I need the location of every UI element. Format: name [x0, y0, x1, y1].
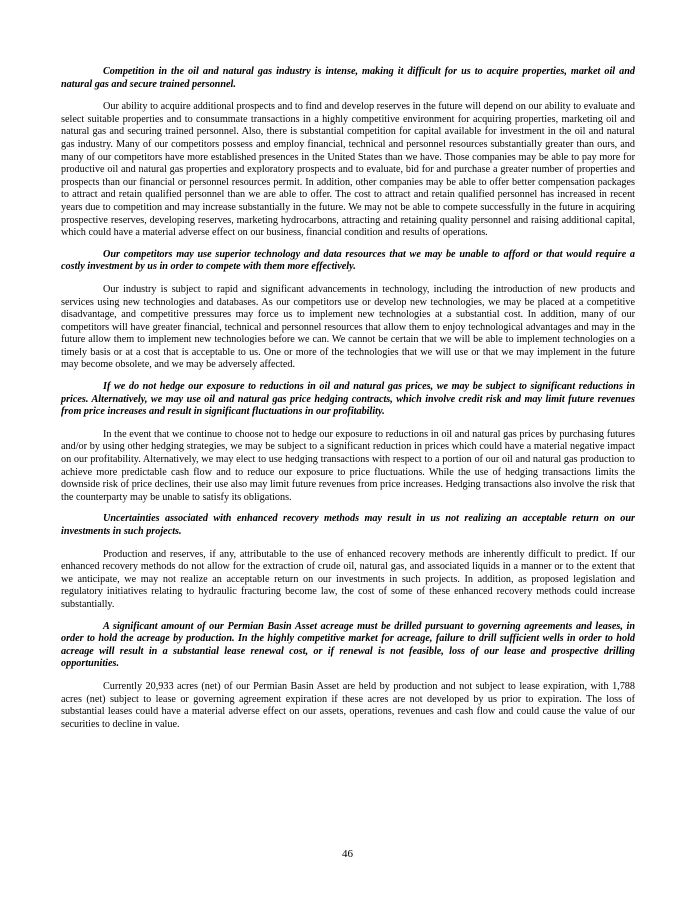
- risk-body-permian-acreage: Currently 20,933 acres (net) of our Permian Basin Asset are held by production and not subject to lease expiration, with 1,788 acres (net) subject to lease or governing agreement expiration if these acres are not developed by us prior to expiration. The loss of substantial leases could have a material adverse effect on our assets, operations, revenues and cash flow and could cause the value of our securities to decline in value.: [61, 680, 635, 730]
- risk-heading-permian-acreage: A significant amount of our Permian Basin Asset acreage must be drilled pursuant to governing agreements and leases, in order to hold the acreage by production. In the highly competitive market for acreage, failure to drill sufficient wells in order to hold acreage will result in a substantial lease renewal cost, or if renewal is not feasible, loss of our lease and prospective drilling opportunities.: [61, 620, 635, 670]
- risk-body-competition: Our ability to acquire additional prospects and to find and develop reserves in the future will depend on our ability to evaluate and select suitable properties and to consummate transactions in a highly competitive environment for acquiring properties, marketing oil and natural gas and securing trained personnel. Also, there is substantial competition for capital available for investment in the oil and natural gas industry. Many of our competitors possess and employ financial, technical and personnel resources substantially greater than ours, and many of our competitors have more established presences in the United States than we have. Those companies may be able to pay more for productive oil and natural gas properties and exploratory prospects and to evaluate, bid for and purchase a greater number of properties and prospects than our financial or personnel resources permit. In addition, other companies may be able to offer better compensation packages to attract and retain qualified personnel than we are able to offer. The cost to attract and retain qualified personnel has increased in recent years due to competition and may increase substantially in the future. We may not be able to compete successfully in the future in acquiring prospective reserves, developing reserves, marketing hydrocarbons, attracting and retaining quality personnel and raising additional capital, which could have a material adverse effect on our business, financial condition and results of operations.: [61, 101, 635, 239]
- risk-body-hedging: In the event that we continue to choose not to hedge our exposure to reductions in oil and natural gas prices by purchasing futures and/or by using other hedging strategies, we may be subject to a significant reduction in prices which could have a material negative impact on our profitability. Alternatively, we may elect to use hedging transactions with respect to a portion of our oil and natural gas production to achieve more predictable cash flow and to reduce our exposure to price fluctuations. While the use of hedging transactions limits the downside risk of price declines, their use also may limit future revenues from price increases. Hedging transactions also involve the risk that the counterparty may be unable to satisfy its obligations.: [61, 428, 635, 503]
- page-number: 46: [342, 848, 353, 860]
- risk-body-technology: Our industry is subject to rapid and significant advancements in technology, including the introduction of new products and services using new technologies and databases. As our competitors use or develop new technologies, we may be placed at a competitive disadvantage, and competitive pressures may force us to implement new technologies at a substantial cost. In addition, many of our competitors will have greater financial, technical and personnel resources that allow them to enjoy technological advantages and may in the future allow them to implement new technologies before we can. We cannot be certain that we will be able to implement technologies on a timely basis or at a cost that is acceptable to us. One or more of the technologies that we will use or that we may implement in the future may become obsolete, and we may be adversely affected.: [61, 283, 635, 371]
- risk-heading-competition: Competition in the oil and natural gas industry is intense, making it difficult for us to acquire properties, market oil and natural gas and secure trained personnel.: [61, 66, 635, 90]
- risk-heading-hedging: If we do not hedge our exposure to reductions in oil and natural gas prices, we may be subject to significant reductions in prices. Alternatively, we may use oil and natural gas price hedging contracts, which involve credit risk and may limit future revenues from price increases and result in significant fluctuations in our profitability.: [61, 381, 635, 418]
- document-page: [61, 66, 635, 740]
- risk-body-enhanced-recovery: Production and reserves, if any, attributable to the use of enhanced recovery methods are inherently difficult to predict. If our enhanced recovery methods do not allow for the extraction of crude oil, natural gas, and associated liquids in a manner or to the extent that we anticipate, we may not realize an acceptable return on our investments in such projects. In addition, as proposed legislation and regulatory initiatives relating to hydraulic fracturing become law, the cost of some of these enhanced recovery methods could increase substantially.: [61, 548, 635, 610]
- risk-heading-technology: Our competitors may use superior technology and data resources that we may be unable to afford or that would require a costly investment by us in order to compete with them more effectively.: [61, 248, 635, 273]
- risk-heading-enhanced-recovery: Uncertainties associated with enhanced recovery methods may result in us not realizing an acceptable return on our investments in such projects.: [61, 513, 635, 537]
